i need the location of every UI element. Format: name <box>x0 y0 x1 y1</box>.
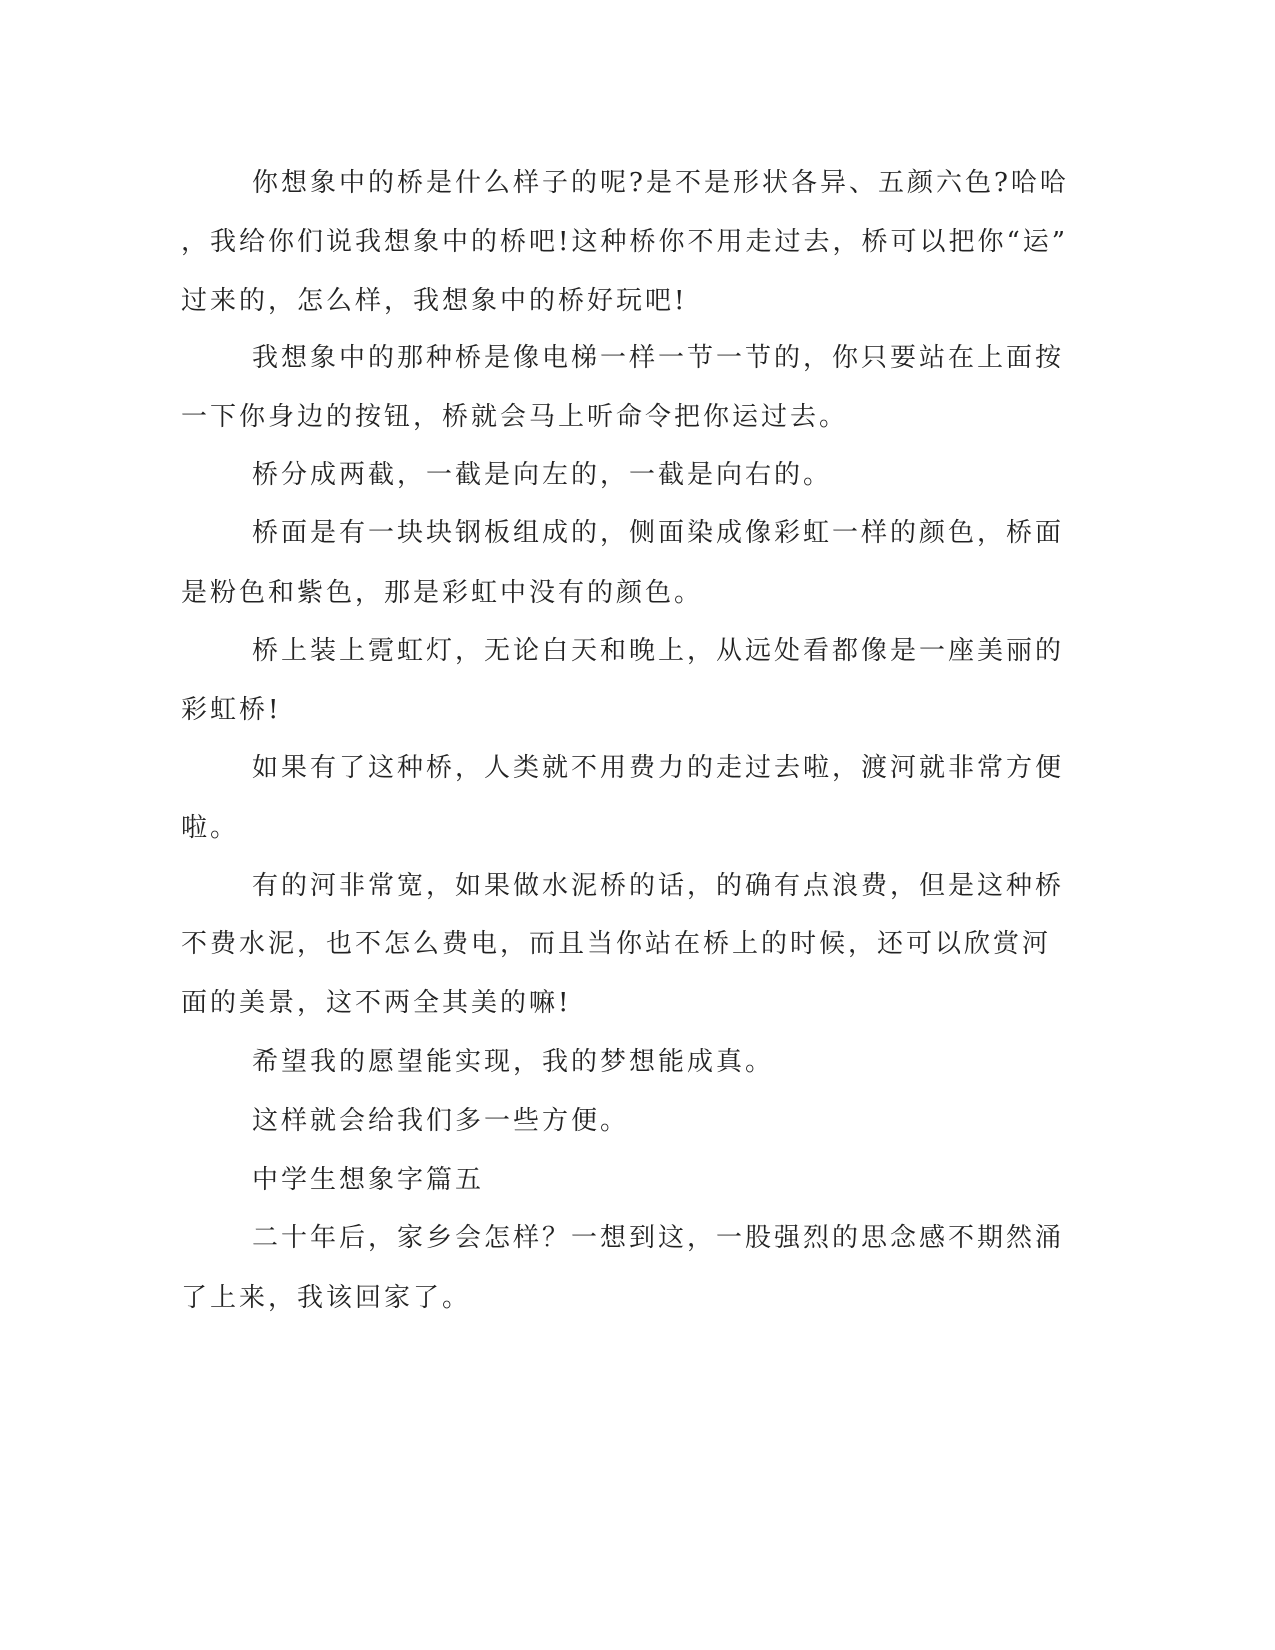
paragraph-2-line-1: 我想象中的那种桥是像电梯一样一节一节的，你只要站在上面按 <box>252 343 1065 373</box>
paragraph-1-line-3: 过来的，怎么样，我想象中的桥好玩吧! <box>181 286 688 316</box>
paragraph-5-line-2: 彩虹桥! <box>181 695 282 725</box>
paragraph-6-line-2: 啦。 <box>181 813 240 843</box>
paragraph-7-line-2: 不费水泥，也不怎么费电，而且当你站在桥上的时候，还可以欣赏河 <box>181 929 1052 959</box>
paragraph-4-line-2: 是粉色和紫色，那是彩虹中没有的颜色。 <box>181 578 704 608</box>
paragraph-9-line-1: 这样就会给我们多一些方便。 <box>252 1106 630 1136</box>
paragraph-4-line-1: 桥面是有一块块钢板组成的，侧面染成像彩虹一样的颜色，桥面 <box>252 518 1065 548</box>
paragraph-8-line-1: 希望我的愿望能实现，我的梦想能成真。 <box>252 1047 775 1077</box>
paragraph-1-line-2: ，我给你们说我想象中的桥吧!这种桥你不用走过去，桥可以把你“运” <box>181 227 1069 257</box>
paragraph-11-line-2: 了上来，我该回家了。 <box>181 1283 472 1313</box>
paragraph-1-line-1: 你想象中的桥是什么样子的呢?是不是形状各异、五颜六色?哈哈 <box>252 168 1069 198</box>
paragraph-3-line-1: 桥分成两截，一截是向左的，一截是向右的。 <box>252 460 833 490</box>
paragraph-7-line-3: 面的美景，这不两全其美的嘛! <box>181 988 572 1018</box>
paragraph-7-line-1: 有的河非常宽，如果做水泥桥的话，的确有点浪费，但是这种桥 <box>252 871 1065 901</box>
section-heading: 中学生想象字篇五 <box>252 1165 485 1195</box>
paragraph-11-line-1: 二十年后，家乡会怎样？一想到这，一股强烈的思念感不期然涌 <box>252 1223 1065 1253</box>
paragraph-2-line-2: 一下你身边的按钮，桥就会马上听命令把你运过去。 <box>181 402 849 432</box>
paragraph-6-line-1: 如果有了这种桥，人类就不用费力的走过去啦，渡河就非常方便 <box>252 753 1065 783</box>
paragraph-5-line-1: 桥上装上霓虹灯，无论白天和晚上，从远处看都像是一座美丽的 <box>252 636 1065 666</box>
